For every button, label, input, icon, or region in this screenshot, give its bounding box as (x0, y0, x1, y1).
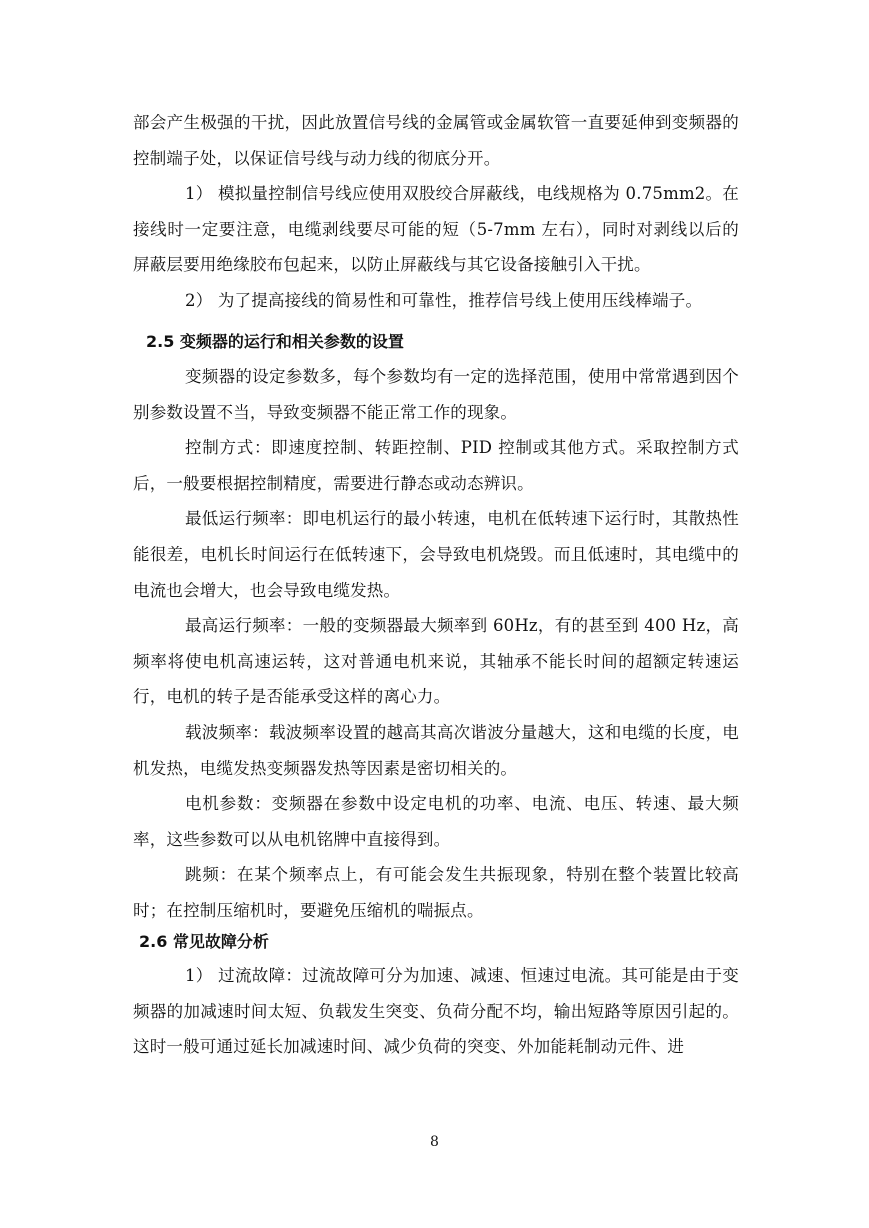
section-heading-2-5: 2.5 变频器的运行和相关参数的设置 (146, 332, 404, 351)
section-heading-2-6: 2.6 常见故障分析 (139, 932, 269, 951)
paragraph: 1） 过流故障：过流故障可分为加速、减速、恒速过电流。其可能是由于变频器的加减速时间太短、负载发生突变、负荷分配不均，输出短路等原因引起的。这时一般可通过延长加减速时间、减少负荷的突变、外加能耗制动元件、进 (133, 966, 739, 1057)
paragraph-item-2: 2） 为了提高接线的简易性和可靠性，推荐信号线上使用压线棒端子。 (185, 290, 703, 310)
section-2-5-body (133, 359, 739, 929)
intro-text-block (133, 105, 739, 319)
paragraph: 跳频：在某个频率点上，有可能会发生共振现象，特别在整个装置比较高时；在控制压缩机时，要避免压缩机的喘振点。 (133, 865, 739, 920)
paragraph-item-1: 1） 模拟量控制信号线应使用双股绞合屏蔽线，电线规格为 0.75mm2。在接线时一定要注意，电缆剥线要尽可能的短（5-7mm 左右），同时对剥线以后的屏蔽层要用绝缘胶布包起来，以防止屏蔽线与其它设备接触引入干扰。 (133, 184, 739, 275)
paragraph-continuation: 部会产生极强的干扰，因此放置信号线的金属管或金属软管一直要延伸到变频器的控制端子处，以保证信号线与动力线的彻底分开。 (133, 113, 739, 168)
paragraph: 变频器的设定参数多，每个参数均有一定的选择范围，使用中常常遇到因个别参数设置不当，导致变频器不能正常工作的现象。 (133, 367, 739, 422)
paragraph: 最低运行频率：即电机运行的最小转速，电机在低转速下运行时，其散热性能很差，电机长时间运行在低转速下，会导致电机烧毁。而且低速时，其电缆中的电流也会增大，也会导致电缆发热。 (133, 509, 739, 600)
paragraph: 最高运行频率：一般的变频器最大频率到 60Hz，有的甚至到 400 Hz，高频率将使电机高速运转，这对普通电机来说，其轴承不能长时间的超额定转速运行，电机的转子是否能承受这样的离心力。 (133, 616, 739, 707)
paragraph: 控制方式：即速度控制、转距控制、PID 控制或其他方式。采取控制方式后，一般要根据控制精度，需要进行静态或动态辨识。 (133, 438, 739, 493)
paragraph: 载波频率：载波频率设置的越高其高次谐波分量越大，这和电缆的长度，电机发热，电缆发热变频器发热等因素是密切相关的。 (133, 722, 739, 778)
paragraph: 电机参数：变频器在参数中设定电机的功率、电流、电压、转速、最大频率，这些参数可以从电机铭牌中直接得到。 (133, 794, 739, 849)
section-2-6-body (133, 958, 739, 1065)
page-number: 8 (430, 1134, 439, 1150)
